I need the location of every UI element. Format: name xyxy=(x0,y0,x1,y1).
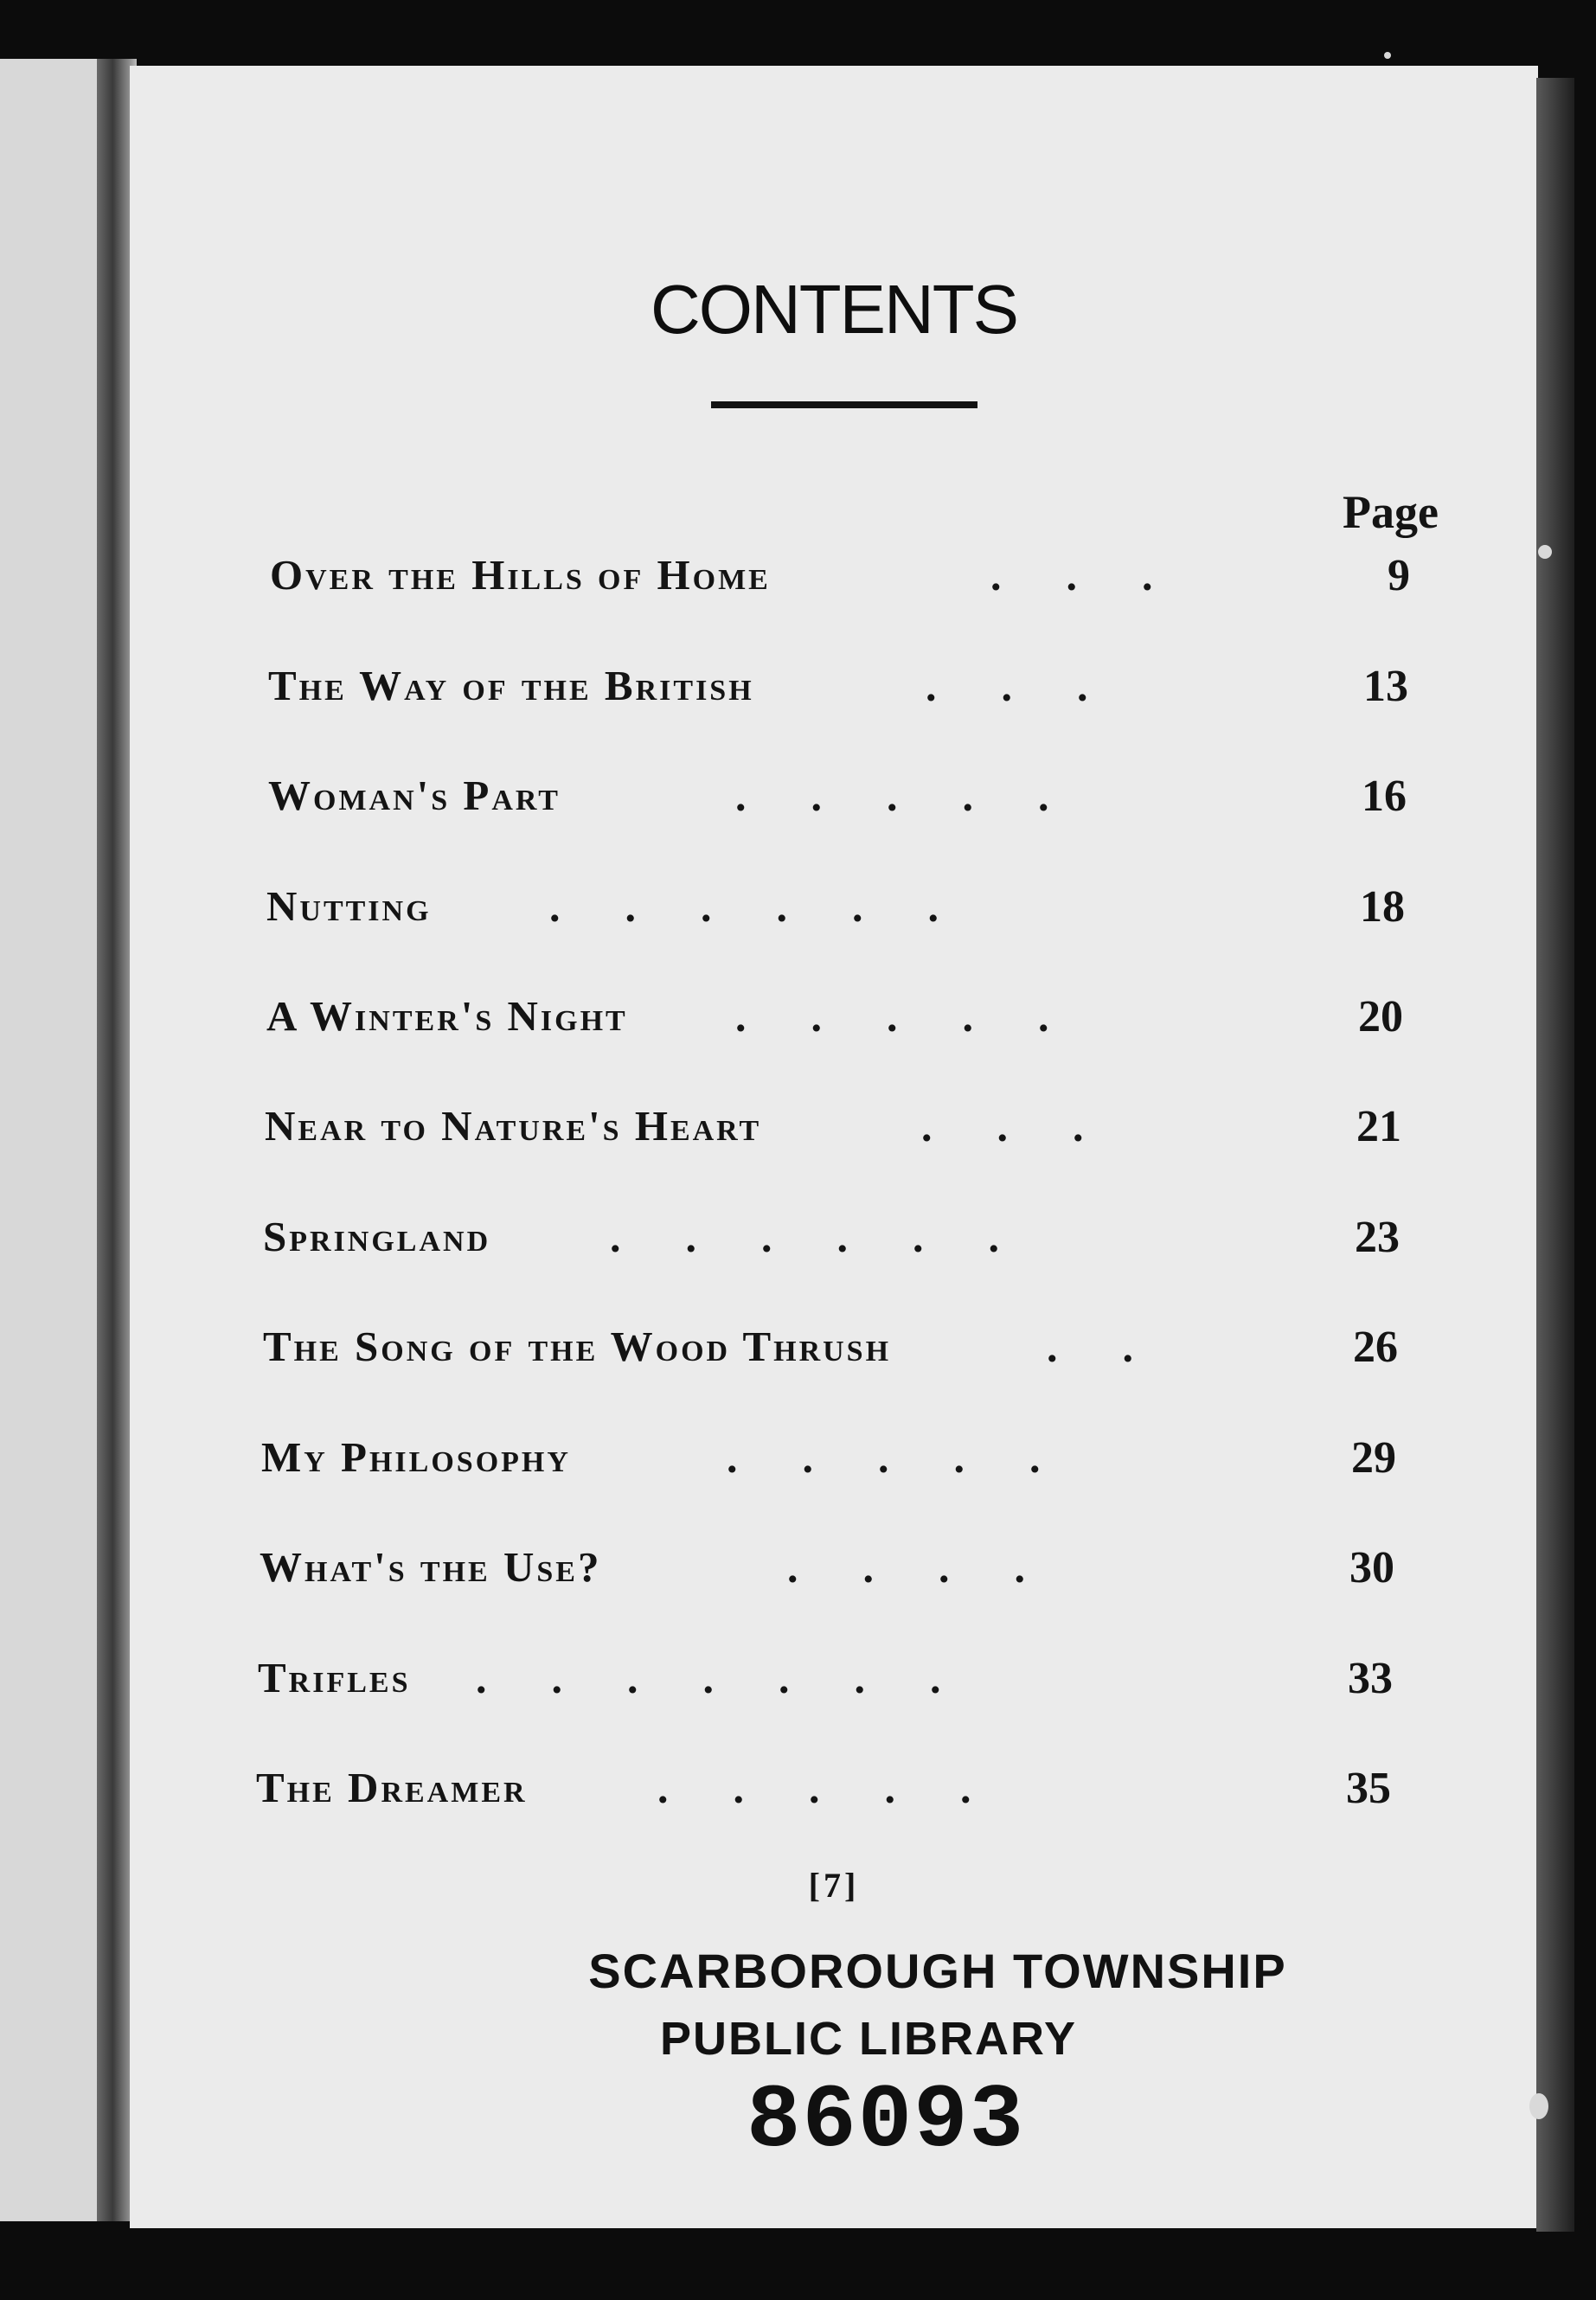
title-rule xyxy=(711,401,977,408)
toc-entry-title: Nutting xyxy=(266,882,432,930)
toc-entry-title: The Song of the Wood Thrush xyxy=(263,1323,892,1370)
toc-entry xyxy=(130,1763,1538,1832)
toc-entry-page: 21 xyxy=(1356,1102,1401,1151)
toc-entry-title: Near to Nature's Heart xyxy=(265,1102,762,1150)
toc-entry xyxy=(130,991,1538,1060)
toc-leader-dots: . . . . xyxy=(787,1543,1025,1592)
toc-leader-dots: . . . xyxy=(926,662,1088,710)
toc-entry-title: The Dreamer xyxy=(256,1764,528,1811)
page-title: CONTENTS xyxy=(651,271,1017,348)
toc-entry xyxy=(130,1322,1538,1391)
toc-entry xyxy=(130,661,1538,730)
toc-leader-dots: . . . . . . xyxy=(549,882,939,931)
page-edge-shadow xyxy=(1536,78,1574,2232)
toc-entry xyxy=(130,1542,1538,1611)
page-number: [7] xyxy=(808,1866,860,1905)
facing-page-edge xyxy=(0,59,108,2221)
toc-entry xyxy=(130,1212,1538,1281)
library-stamp-line-1: SCARBOROUGH TOWNSHIP xyxy=(588,1944,1287,1998)
toc-entry-page: 9 xyxy=(1388,551,1410,600)
toc-leader-dots: . . . xyxy=(921,1102,1084,1150)
page-column-heading: Page xyxy=(1343,486,1439,538)
toc-entry-title: My Philosophy xyxy=(261,1433,571,1481)
toc-entry-page: 18 xyxy=(1360,882,1405,932)
toc-entry-page: 26 xyxy=(1353,1323,1398,1372)
toc-entry-page: 30 xyxy=(1349,1543,1394,1592)
toc-entry-page: 29 xyxy=(1351,1433,1396,1483)
dust-speck xyxy=(1529,2093,1548,2119)
toc-entry-title: The Way of the British xyxy=(268,662,754,709)
toc-entry-page: 16 xyxy=(1362,772,1407,821)
toc-leader-dots: . . . . . . . xyxy=(476,1654,941,1702)
library-accession-number: 86093 xyxy=(746,2071,1026,2173)
toc-leader-dots: . . . . . xyxy=(727,1433,1041,1482)
dust-speck xyxy=(1384,52,1391,59)
library-stamp-line-2: PUBLIC LIBRARY xyxy=(660,2013,1077,2065)
toc-leader-dots: . . . . . xyxy=(735,992,1049,1041)
toc-entry xyxy=(130,1101,1538,1170)
dust-speck xyxy=(1538,545,1552,559)
toc-entry xyxy=(130,550,1538,619)
toc-leader-dots: . . xyxy=(1047,1323,1133,1371)
contents-page xyxy=(130,66,1538,2228)
toc-entry-title: Trifles xyxy=(258,1654,411,1701)
toc-entry-page: 23 xyxy=(1355,1213,1400,1262)
toc-entry-title: A Winter's Night xyxy=(266,992,628,1040)
toc-entry xyxy=(130,881,1538,951)
toc-leader-dots: . . . . . xyxy=(735,772,1049,820)
toc-entry xyxy=(130,1432,1538,1502)
toc-entry-page: 20 xyxy=(1358,992,1403,1041)
toc-entry-page: 35 xyxy=(1346,1764,1391,1813)
toc-entry-page: 33 xyxy=(1348,1654,1393,1703)
toc-entry xyxy=(130,771,1538,840)
toc-entry xyxy=(130,1653,1538,1722)
toc-entry-title: What's the Use? xyxy=(260,1543,602,1591)
toc-leader-dots: . . . . . xyxy=(657,1764,971,1812)
toc-entry-title: Over the Hills of Home xyxy=(270,551,771,599)
toc-entry-title: Woman's Part xyxy=(268,772,561,819)
toc-entry-page: 13 xyxy=(1363,662,1408,711)
toc-leader-dots: . . . xyxy=(990,551,1153,599)
toc-leader-dots: . . . . . . xyxy=(610,1213,999,1261)
toc-entry-title: Springland xyxy=(263,1213,491,1260)
